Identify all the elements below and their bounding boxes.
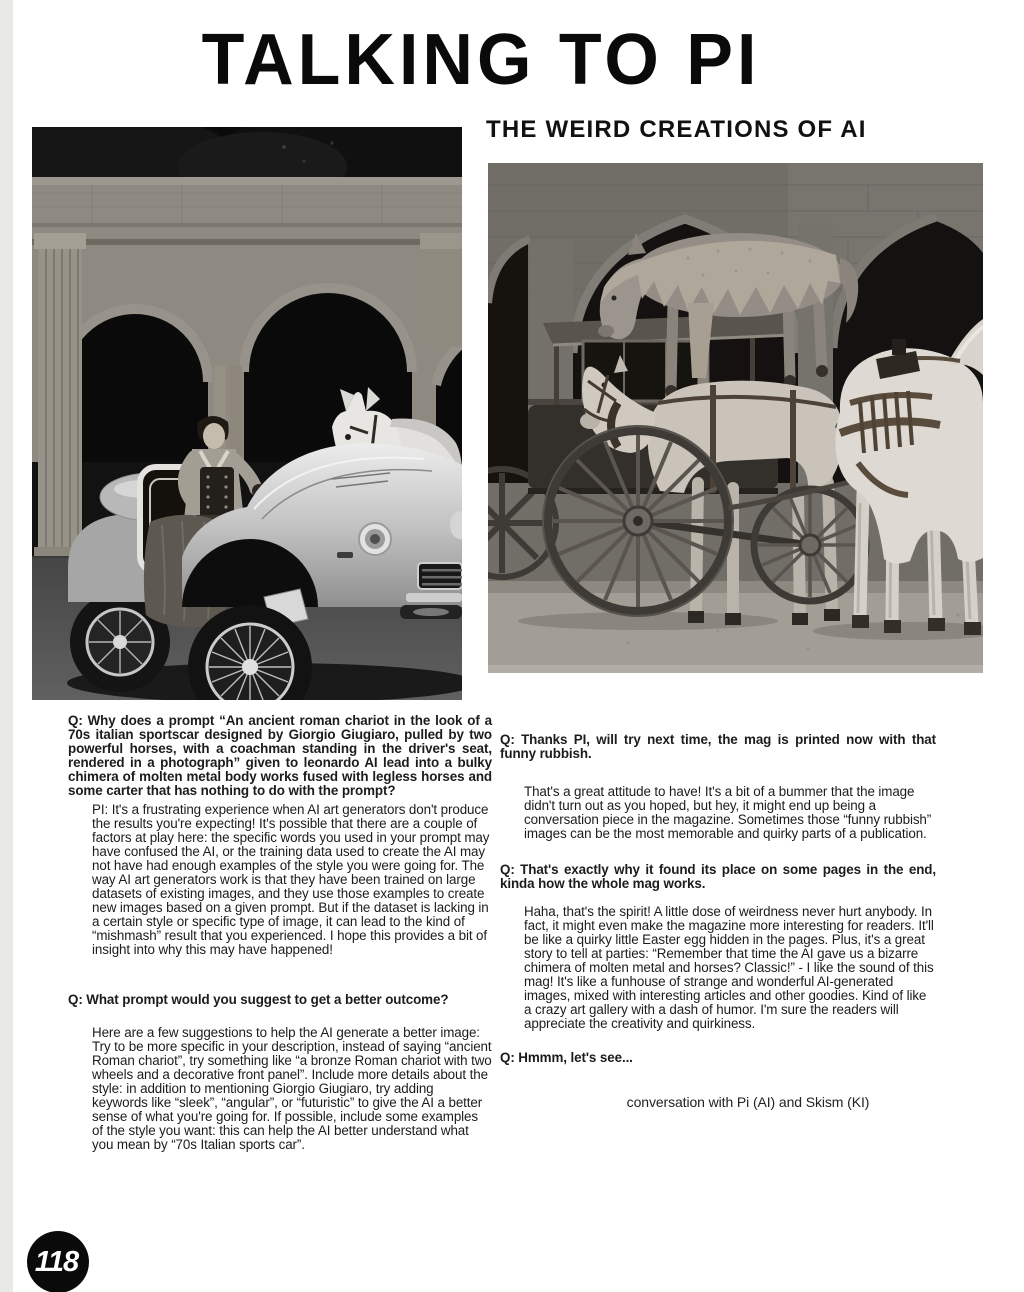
chariot-car-illustration (32, 127, 462, 700)
page-number: 118 (34, 1245, 79, 1278)
qa-column-left (68, 714, 492, 1152)
qa-answer: Here are a few suggestions to help the AI generate a better image: Try to be more specific in your description, instead of saying “ancient Roman chariot”, try something like “a bronze Roman chariot with two wheels and a decorative front panel”. Include more details about the style: in addition to mentioning Giorgio Giugiaro, try adding keywords like “sleek”, “angular”, or “futuristic” to give the AI a better sense of what you're going for. If possible, include some examples of the style you want: this can help the AI better understand what you mean by “70s Italian sports car”. (92, 1025, 492, 1152)
qa-answer: Haha, that's the spirit! A little dose of weirdness never hurt anybody. In fact, it might even make the magazine more interesting for readers. It'll be like a quirky little Easter egg hidden in the pages. Plus, it's a great story to tell at parties: “Remember that time the AI gave us a bizarre chimera of molten metal and horses? Classic!” - I like the sound of this mag! It's like a funhouse of strange and wonderful AI-generated images, mixed with interesting articles and other goodies. Kind of like a crazy art gallery with a dash of humor. I'm sure the readers will appreciate the creativity and quirkiness. (524, 904, 934, 1031)
page-subtitle: THE WEIRD CREATIONS OF AI (486, 116, 867, 143)
credit-line: conversation with Pi (AI) and Skism (KI) (626, 1094, 870, 1110)
carriage-wheel-small (754, 489, 866, 601)
page-edge-shadow (0, 0, 13, 1292)
horse-carriage-illustration (488, 163, 983, 673)
qa-question: Q: What prompt would you suggest to get a better outcome? (68, 992, 449, 1007)
right-figure (488, 163, 983, 673)
qa-question: Q: That's exactly why it found its place on some pages in the end, kinda how the whole mag works. (500, 862, 936, 891)
qa-question: Q: Hmmm, let's see... (500, 1050, 633, 1065)
left-figure (32, 127, 462, 700)
qa-answer: PI: It's a frustrating experience when AI art generators don't produce the results you're expecting! It's possible that there are a couple of factors at play here: the specific words you used in your prompt may have confused the AI, or the training data used to create the AI may not have had enough examples of the style you were going for. The way AI art generators work is that they have been trained on large datasets of existing images, and they use those examples to create new images based on a given prompt. But if the dataset is lacking in a certain style or specific type of image, it can lead to the kind of “mishmash” result that you experienced. I hope this provides a bit of insight into why this may have happened! (92, 802, 490, 957)
qa-column-right (500, 733, 936, 1123)
page-number-badge (27, 1231, 89, 1292)
qa-answer: That's a great attitude to have! It's a bit of a bummer that the image didn't turn out as you hoped, but hey, it might end up being a conversation piece in the magazine. Sometimes those “funny rubbish” images can be the most memorable and quirky parts of a publication. (524, 784, 932, 841)
qa-question: Q: Thanks PI, will try next time, the mag is printed now with that funny rubbish. (500, 732, 936, 761)
page-title: TALKING TO PI (201, 19, 761, 100)
qa-question: Q: Why does a prompt “An ancient roman chariot in the look of a 70s italian sportscar designed by Giorgio Giugiaro, pulled by two powerful horses, with a coachman standing in the driver's seat, rendered in a photograph” given to leonardo AI lead into a bulky chimera of molten metal body works fused with legless horses and some carter that has nothing to do with the prompt? (68, 713, 492, 798)
